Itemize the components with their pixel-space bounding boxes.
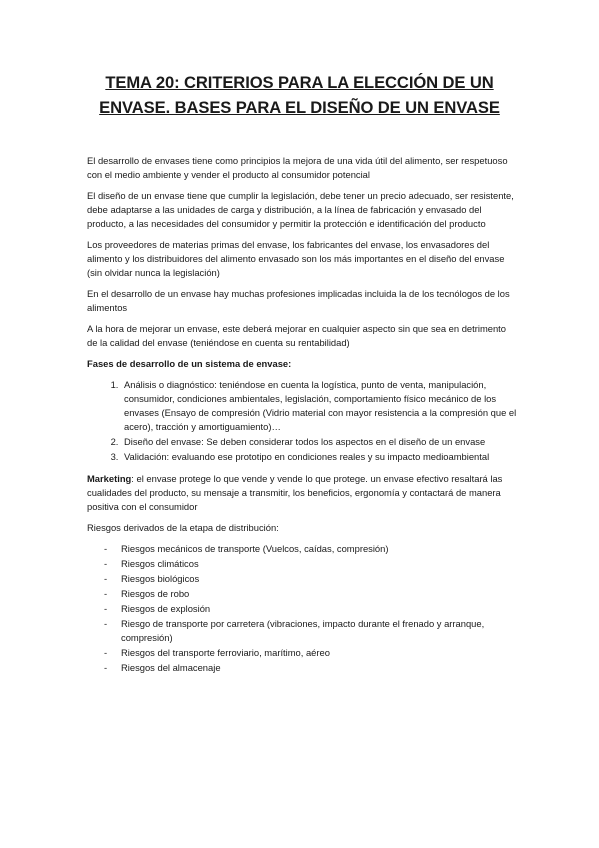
risk-text: Riesgo de transporte por carretera (vibraciones, impacto durante el frenado y arranque, compresión) [121, 618, 485, 643]
risk-item [87, 542, 519, 556]
risk-item [87, 557, 519, 571]
risk-item [87, 646, 519, 660]
bullet-dash: - [104, 603, 108, 614]
bullet-dash: - [104, 647, 108, 658]
bullet-dash: - [104, 662, 108, 673]
title-line-2: ENVASE. BASES PARA EL DISEÑO DE UN ENVASE [99, 98, 500, 117]
risk-text: Riesgos del transporte ferroviario, marítimo, aéreo [121, 647, 330, 658]
risks-list [87, 542, 519, 675]
bullet-dash: - [104, 543, 108, 554]
phase-item: 3. Validación: evaluando ese prototipo en condiciones reales y su impacto medioambiental [121, 450, 519, 464]
bullet-dash: - [104, 573, 108, 584]
paragraph: En el desarrollo de un envase hay muchas profesiones implicadas incluida la de los tecnólogos de los alimentos [87, 288, 510, 313]
marketing-paragraph [87, 472, 519, 514]
risk-item [87, 602, 519, 616]
risk-text: Riesgos de explosión [121, 603, 211, 614]
document-body [87, 154, 519, 676]
risk-item [87, 587, 519, 601]
risk-text: Riesgos del almacenaje [121, 662, 221, 673]
risk-item [87, 572, 519, 586]
document-title [60, 70, 539, 120]
marketing-label: Marketing [87, 473, 132, 484]
risks-heading: Riesgos derivados de la etapa de distribución: [87, 522, 279, 533]
bullet-dash: - [104, 588, 108, 599]
phase-item: 1. Análisis o diagnóstico: teniéndose en cuenta la logística, punto de venta, manipulación, consumidor, condiciones ambientales, legislación, comportamiento físico mecánico de los envases (Ensayo de compresión (Vidrio material con mayor resistencia a la compresión que el acero), tracción y amortiguamiento)… [121, 378, 519, 434]
risk-text: Riesgos climáticos [121, 558, 199, 569]
phases-list [87, 378, 519, 464]
risk-text: Riesgos de robo [121, 588, 190, 599]
phases-heading: Fases de desarrollo de un sistema de envase: [87, 358, 292, 369]
paragraph: A la hora de mejorar un envase, este deberá mejorar en cualquier aspecto sin que sea en detrimento de la calidad del envase (teniéndose en cuenta su rentabilidad) [87, 323, 507, 348]
risk-item [87, 661, 519, 675]
risk-item [87, 617, 519, 645]
risk-text: Riesgos mecánicos de transporte (Vuelcos, caídas, compresión) [121, 543, 389, 554]
phase-item: 2. Diseño del envase: Se deben considerar todos los aspectos en el diseño de un envase [121, 435, 519, 449]
risk-text: Riesgos biológicos [121, 573, 200, 584]
bullet-dash: - [104, 618, 108, 629]
title-line-1: TEMA 20: CRITERIOS PARA LA ELECCIÓN DE UN [105, 73, 494, 92]
marketing-text: : el envase protege lo que vende y vende lo que protege. un envase efectivo resaltará las cualidades del producto, su mensaje a transmitir, los beneficios, ergonomía y contactará de manera positiva con el consumidor [87, 473, 503, 512]
bullet-dash: - [104, 558, 108, 569]
paragraph: El diseño de un envase tiene que cumplir la legislación, debe tener un precio adecuado, ser resistente, debe adaptarse a las unidades de carga y distribución, a la línea de fabricación y envasado del producto, a las necesidades del consumidor y permitir la protección e identificación del producto [87, 190, 514, 229]
paragraph: El desarrollo de envases tiene como principios la mejora de una vida útil del alimento, ser respetuoso con el medio ambiente y vender el producto al consumidor potencial [87, 155, 508, 180]
paragraph: Los proveedores de materias primas del envase, los fabricantes del envase, los envasadores del alimento y los distribuidores del alimento envasado son los más importantes en el diseño del envase (sin olvidar nunca la legislación) [87, 239, 505, 278]
